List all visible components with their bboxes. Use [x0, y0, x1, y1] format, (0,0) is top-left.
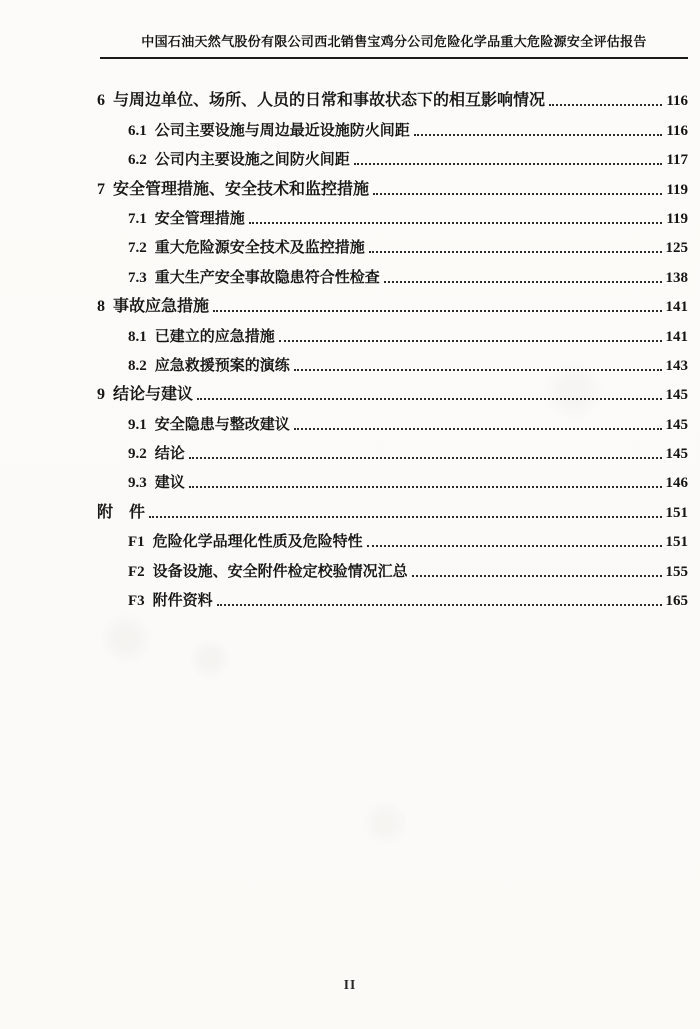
- toc-entry-title: 公司内主要设施之间防火间距: [154, 151, 350, 169]
- toc-entry: [128, 522, 688, 551]
- toc-entry-page: 145: [665, 446, 688, 463]
- toc-entry: [128, 346, 688, 375]
- toc-entry: [128, 434, 688, 463]
- toc-entry-page: 116: [666, 122, 688, 139]
- dot-leader: [549, 104, 662, 106]
- toc-entry-number: 9.3: [128, 475, 147, 492]
- dot-leader: [217, 604, 662, 606]
- toc-entry: [128, 316, 688, 345]
- toc-entry-number: 7.1: [128, 210, 147, 227]
- dot-leader: [294, 428, 662, 430]
- dot-leader: [213, 310, 662, 312]
- toc-entry-title: 公司主要设施与周边最近设施防火间距: [154, 121, 410, 139]
- toc-entry: [128, 257, 688, 286]
- dot-leader: [249, 222, 662, 224]
- toc-entry-title: 已建立的应急措施: [154, 327, 275, 345]
- toc-entry-page: 117: [666, 152, 688, 169]
- toc-entry: [128, 551, 688, 580]
- toc-entry-number: F3: [128, 593, 145, 610]
- toc-entry-number: 7.3: [128, 269, 147, 286]
- toc-entry-title: 设备设施、安全附件检定校验情况汇总: [152, 562, 408, 580]
- dot-leader: [197, 398, 662, 400]
- toc-entry: [97, 492, 688, 521]
- dot-leader: [189, 486, 662, 488]
- toc-entry-page: 155: [665, 563, 688, 580]
- toc-entry-title: 事故应急措施: [113, 298, 210, 316]
- toc-entry-title: 安全管理措施、安全技术和监控措施: [113, 180, 370, 198]
- toc-entry-title: 安全隐患与整改建议: [154, 415, 290, 433]
- toc-entry-page: 141: [665, 299, 688, 316]
- toc-entry: [128, 463, 688, 492]
- toc-entry-number: 6.2: [128, 152, 147, 169]
- toc-entry: [128, 404, 688, 433]
- toc-entry-page: 119: [666, 210, 688, 227]
- toc-entry: [97, 375, 688, 404]
- dot-leader: [279, 340, 662, 342]
- toc-entry-number: 7: [97, 180, 105, 198]
- dot-leader: [369, 251, 662, 253]
- running-header: 中国石油天然气股份有限公司西北销售宝鸡分公司危险化学品重大危险源安全评估报告: [100, 31, 688, 59]
- toc-entry-number: F1: [128, 534, 145, 551]
- toc-entry-page: 145: [665, 387, 688, 404]
- dot-leader: [414, 134, 662, 136]
- toc-entry-page: 138: [665, 269, 688, 286]
- toc-entry: [128, 228, 688, 257]
- dot-leader: [367, 545, 662, 547]
- toc-entry: [128, 581, 688, 610]
- dot-leader: [294, 369, 662, 371]
- dot-leader: [354, 163, 662, 165]
- toc-entry-number: 8.2: [128, 357, 147, 374]
- dot-leader: [373, 193, 662, 195]
- toc-entry-number: F2: [128, 563, 145, 580]
- toc-entry-page: 116: [666, 93, 688, 110]
- toc-entry-title: 与周边单位、场所、人员的日常和事故状态下的相互影响情况: [113, 92, 546, 110]
- toc-entry-page: 145: [665, 416, 688, 433]
- toc-entry-page: 125: [665, 240, 688, 257]
- toc-entry: [97, 287, 688, 316]
- toc-entry: [128, 110, 688, 139]
- toc-entry-page: 146: [665, 475, 688, 492]
- toc-entry-title: 重大生产安全事故隐患符合性检查: [154, 268, 380, 286]
- toc-entry-title: 附 件: [97, 503, 146, 521]
- toc-entry-page: 165: [665, 593, 688, 610]
- toc-entry-number: 6.1: [128, 122, 147, 139]
- toc-entry: [128, 199, 688, 228]
- toc-entry-page: 143: [665, 357, 688, 374]
- page-number: II: [343, 977, 357, 992]
- toc-entry-title: 危险化学品理化性质及危险特性: [152, 533, 363, 551]
- toc-entry-title: 重大危险源安全技术及监控措施: [154, 239, 365, 257]
- toc-entry: [97, 81, 688, 110]
- toc-entry-number: 6: [97, 92, 105, 110]
- dot-leader: [149, 516, 662, 518]
- table-of-contents: [97, 81, 688, 610]
- toc-entry-title: 安全管理措施: [154, 209, 245, 227]
- toc-entry-number: 9.1: [128, 416, 147, 433]
- dot-leader: [384, 281, 662, 283]
- toc-entry: [128, 140, 688, 169]
- toc-entry-number: 7.2: [128, 240, 147, 257]
- toc-entry-number: 8: [97, 298, 105, 316]
- dot-leader: [412, 575, 662, 577]
- toc-entry-title: 建议: [154, 474, 185, 492]
- toc-entry-page: 141: [665, 328, 688, 345]
- toc-entry: [97, 169, 688, 198]
- toc-entry-number: 9.2: [128, 446, 147, 463]
- toc-entry-title: 应急救援预案的演练: [154, 356, 290, 374]
- toc-entry-title: 结论与建议: [113, 386, 194, 404]
- dot-leader: [189, 457, 662, 459]
- toc-entry-page: 151: [665, 504, 688, 521]
- toc-entry-number: 8.1: [128, 328, 147, 345]
- toc-entry-page: 151: [665, 534, 688, 551]
- toc-entry-page: 119: [666, 181, 688, 198]
- toc-entry-title: 附件资料: [152, 592, 213, 610]
- toc-entry-number: 9: [97, 386, 105, 404]
- toc-entry-title: 结论: [154, 445, 185, 463]
